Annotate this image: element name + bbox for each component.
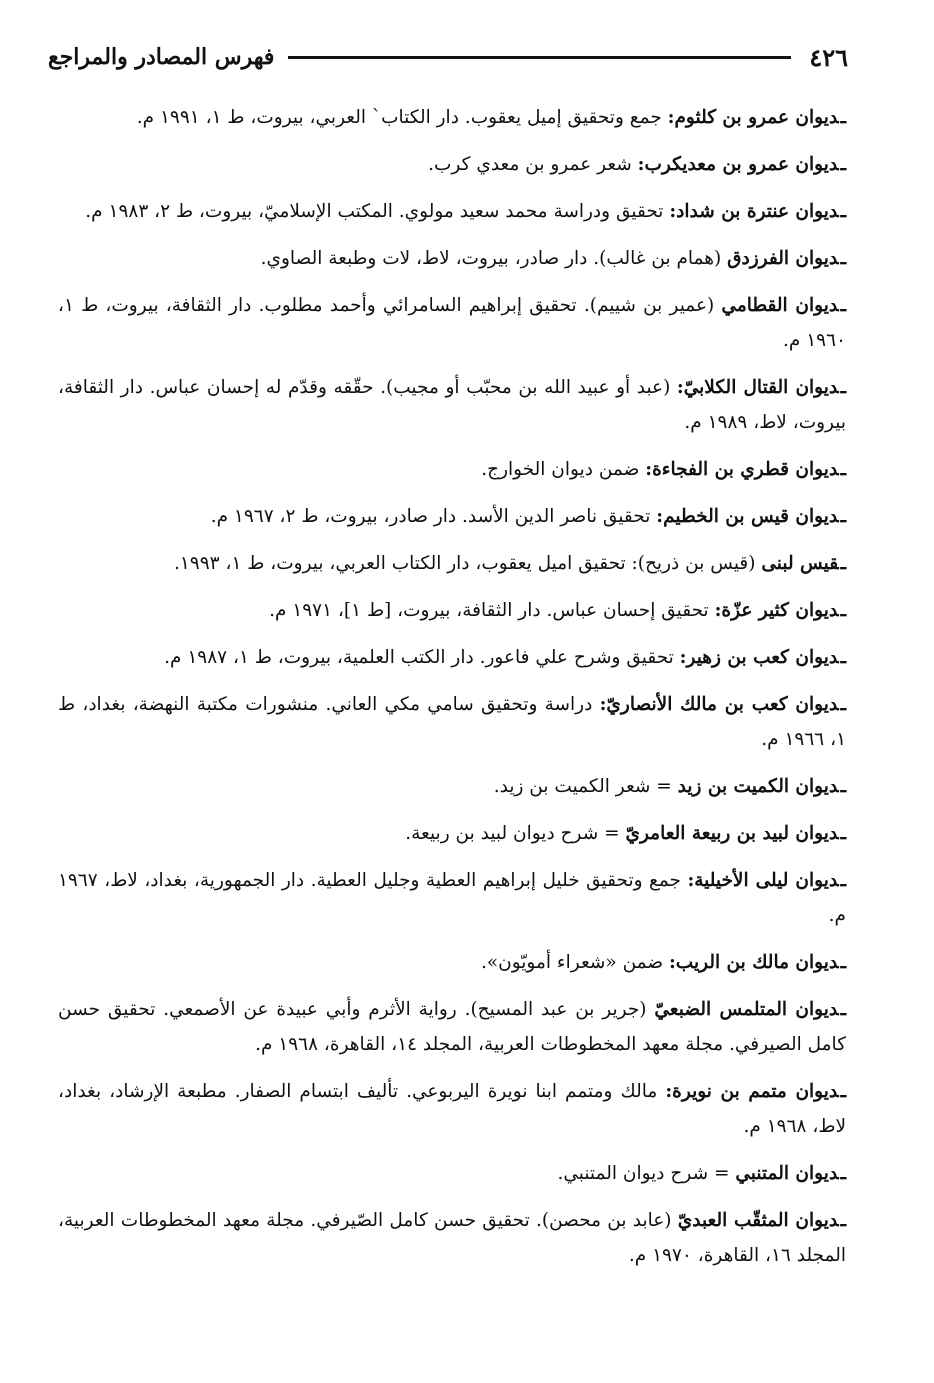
entry-title: ديوان عنترة بن شداد:: [669, 201, 839, 222]
bibliography-entry: [58, 241, 846, 276]
header-rule: [288, 56, 791, 59]
bibliography-entry: [58, 370, 846, 440]
entry-description: = شرح ديوان المتنبي.: [557, 1163, 730, 1184]
entry-title: ديوان المتلمس الضبعيّ: [654, 999, 839, 1020]
entry-bullet: ـ: [840, 295, 846, 316]
entry-description: (عابد بن محصن). تحقيق حسن كامل الصّيرفي. مجلة معهد المخطوطات العربية، المجلد ١٦، القاهرة، ١٩٧٠ م.: [58, 1210, 846, 1266]
bibliography-entry: [58, 687, 846, 757]
entry-title: ديوان كثير عزّة:: [714, 600, 839, 621]
entry-bullet: ـ: [840, 248, 846, 269]
entry-bullet: ـ: [840, 999, 846, 1020]
entry-bullet: ـ: [840, 870, 846, 891]
entry-title: ديوان الكميت بن زيد: [677, 776, 839, 797]
bibliography-entry: [58, 147, 846, 182]
entry-bullet: ـ: [840, 776, 846, 797]
bibliography-entry: [58, 1074, 846, 1144]
entry-description: تحقيق ناصر الدين الأسد. دار صادر، بيروت، ط ٢، ١٩٦٧ م.: [210, 506, 651, 527]
entry-title: ديوان قطري بن الفجاءة:: [645, 459, 839, 480]
entry-bullet: ـ: [840, 952, 846, 973]
bibliography-entry: [58, 769, 846, 804]
bibliography-entry: [58, 546, 846, 581]
entry-description: (عمير بن شييم). تحقيق إبراهيم السامرائي وأحمد مطلوب. دار الثقافة، بيروت، ط ١، ١٩٦٠ م.: [58, 295, 846, 351]
entry-title: ديوان ليلى الأخيلية:: [687, 870, 839, 891]
entry-description: مالك ومتمم ابنا نويرة اليربوعي. تأليف ابتسام الصفار. مطبعة الإرشاد، بغداد، لاط، ١٩٦٨ م.: [58, 1081, 846, 1137]
entry-title: ديوان قيس بن الخطيم:: [656, 506, 839, 527]
entry-description: (عبد أو عبيد الله بن محبّب أو مجيب). حقّقه وقدّم له إحسان عباس. دار الثقافة، بيروت، لاط، ١٩٨٩ م.: [58, 377, 846, 433]
entry-bullet: ـ: [840, 1210, 846, 1231]
bibliography-entry: [58, 194, 846, 229]
bibliography-entry: [58, 992, 846, 1062]
entry-description: = شرح ديوان لبيد بن ربيعة.: [405, 823, 620, 844]
entry-bullet: ـ: [840, 1081, 847, 1102]
entry-bullet: ـ: [840, 823, 846, 844]
entry-bullet: ـ: [840, 459, 846, 480]
entry-description: (قيس بن ذريح): تحقيق اميل يعقوب، دار الكتاب العربي، بيروت، ط ١، ١٩٩٣.: [173, 553, 756, 574]
entry-bullet: ـ: [840, 553, 846, 574]
bibliography-entry: [58, 640, 846, 675]
entry-title: ديوان متمم بن نويرة:: [665, 1081, 839, 1102]
entry-title: ديوان الفرزدق: [727, 248, 839, 269]
entry-bullet: ـ: [840, 107, 846, 128]
entry-title: قيس لبنى: [761, 553, 839, 574]
running-title: فهرس المصادر والمراجع: [48, 44, 275, 70]
entry-description: (همام بن غالب). دار صادر، بيروت، لاط، لات وطبعة الصاوي.: [260, 248, 722, 269]
entry-title: ديوان عمرو بن معديكرب:: [637, 154, 839, 175]
entry-bullet: ـ: [840, 694, 846, 715]
bibliography-entry: [58, 816, 846, 851]
entry-title: ديوان المثقّب العبديّ: [677, 1210, 839, 1231]
entry-description: شعر عمرو بن معدي كرب.: [428, 154, 632, 175]
page-number: ٤٢٦: [809, 42, 848, 72]
page-header: [48, 40, 848, 74]
entry-description: تحقيق وشرح علي فاعور. دار الكتب العلمية، بيروت، ط ١، ١٩٨٧ م.: [164, 647, 674, 668]
entry-title: ديوان كعب بن مالك الأنصاريّ:: [599, 694, 839, 715]
entry-description: (جرير بن عبد المسيح). رواية الأثرم وأبي عبيدة عن الأصمعي. تحقيق حسن كامل الصيرفي. مجلة معهد المخطوطات العربية، المجلد ١٤، القاهرة، ١٩٦٨ م.: [58, 999, 846, 1055]
bibliography-entry: [58, 499, 846, 534]
entry-description: = شعر الكميت بن زيد.: [493, 776, 672, 797]
entry-title: ديوان القطامي: [721, 295, 839, 316]
bibliography-entry: [58, 945, 846, 980]
entry-title: ديوان مالك بن الريب:: [668, 952, 839, 973]
bibliography-list: [58, 100, 846, 1285]
entry-title: ديوان لبيد بن ربيعة العامريّ: [625, 823, 839, 844]
bibliography-entry: [58, 288, 846, 358]
entry-title: ديوان كعب بن زهير:: [679, 647, 839, 668]
bibliography-entry: [58, 452, 846, 487]
entry-description: ضمن «شعراء أمويّون».: [480, 952, 664, 973]
entry-bullet: ـ: [840, 647, 846, 668]
entry-description: جمع وتحقيق خليل إبراهيم العطية وجليل العطية. دار الجمهورية، بغداد، لاط، ١٩٦٧ م.: [58, 870, 846, 926]
bibliography-entry: [58, 863, 846, 933]
entry-description: تحقيق إحسان عباس. دار الثقافة، بيروت، [ط ١]، ١٩٧١ م.: [269, 600, 709, 621]
entry-description: ضمن ديوان الخوارج.: [481, 459, 640, 480]
bibliography-entry: [58, 100, 846, 135]
entry-bullet: ـ: [840, 154, 846, 175]
entry-title: ديوان عمرو بن كلثوم:: [667, 107, 839, 128]
entry-bullet: ـ: [840, 506, 846, 527]
entry-bullet: ـ: [840, 600, 846, 621]
entry-description: دراسة وتحقيق سامي مكي العاني. منشورات مكتبة النهضة، بغداد، ط ١، ١٩٦٦ م.: [58, 694, 846, 750]
entry-description: جمع وتحقيق إميل يعقوب. دار الكتاب` العربي، بيروت، ط ١، ١٩٩١ م.: [136, 107, 662, 128]
entry-title: ديوان القتال الكلابيّ:: [676, 377, 839, 398]
bibliography-entry: [58, 1156, 846, 1191]
entry-bullet: ـ: [840, 1163, 846, 1184]
entry-bullet: ـ: [840, 201, 846, 222]
bibliography-entry: [58, 1203, 846, 1273]
entry-bullet: ـ: [840, 377, 847, 398]
bibliography-entry: [58, 593, 846, 628]
entry-description: تحقيق ودراسة محمد سعيد مولوي. المكتب الإسلاميّ، بيروت، ط ٢، ١٩٨٣ م.: [85, 201, 664, 222]
entry-title: ديوان المتنبي: [735, 1163, 839, 1184]
